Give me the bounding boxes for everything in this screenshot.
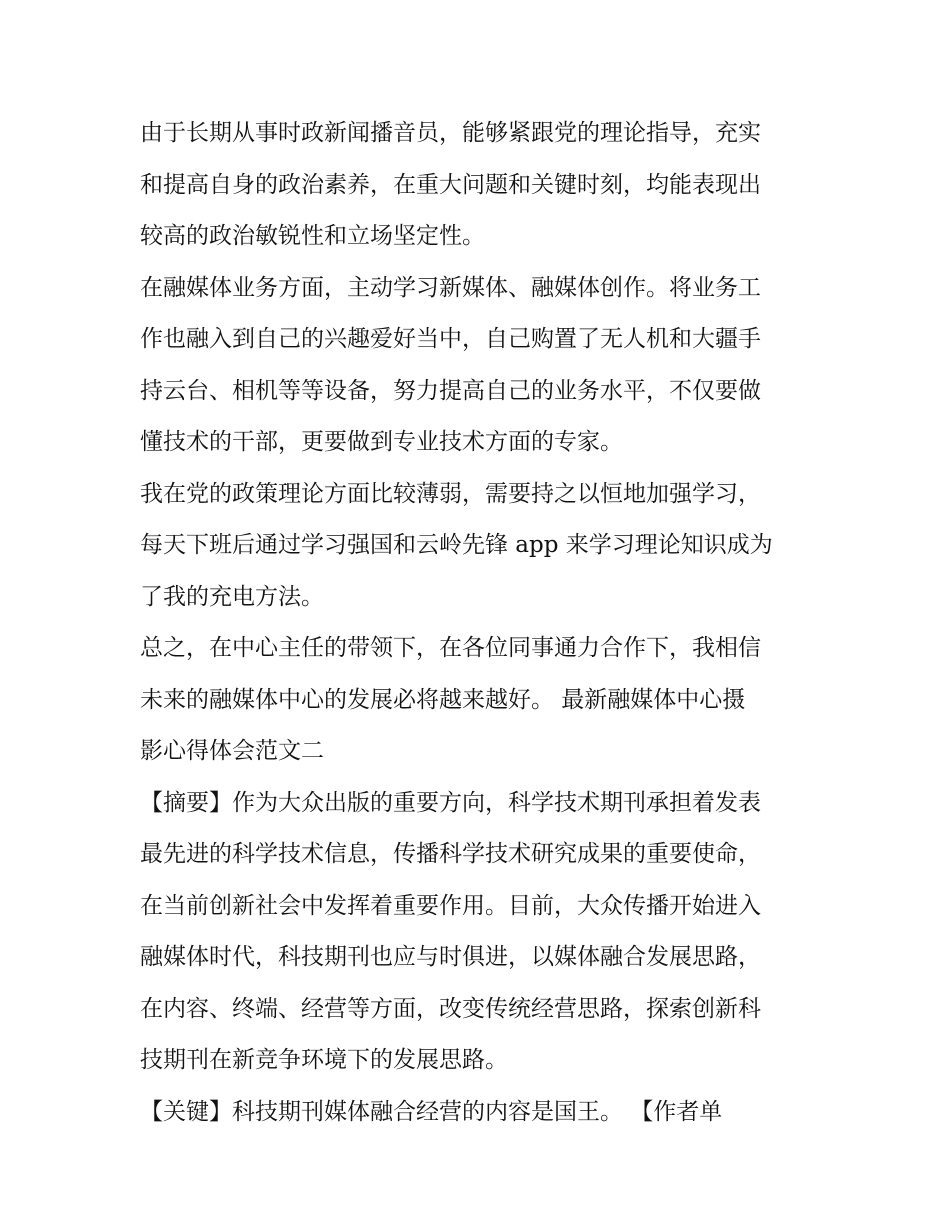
paragraph-4 (140, 623, 820, 778)
text-line: 影心得体会范文二 (140, 738, 324, 764)
text-line: 技期刊在新竞争环境下的发展思路。 (140, 1047, 508, 1073)
text-line: 总之，在中心主任的带领下，在各位同事通力合作下，我相信 (140, 635, 761, 661)
text-line: 最先进的科学技术信息，传播科学技术研究成果的重要使命， (140, 841, 761, 867)
paragraph-1 (140, 108, 820, 263)
text-line: 懂技术的干部，更要做到专业技术方面的专家。 (140, 429, 623, 455)
text-line: 每天下班后通过学习强国和云岭先锋 app 来学习理论知识成为 (140, 532, 773, 558)
text-line: 作也融入到自己的兴趣爱好当中，自己购置了无人机和大疆手 (140, 326, 761, 352)
text-line: 我在党的政策理论方面比较薄弱，需要持之以恒地加强学习， (140, 480, 761, 507)
document-page (140, 108, 820, 1138)
text-line: 由于长期从事时政新闻播音员，能够紧跟党的理论指导，充实 (140, 120, 761, 146)
text-line: 在当前创新社会中发挥着重要作用。目前，大众传播开始进入 (140, 892, 761, 919)
keywords-paragraph (140, 1087, 820, 1139)
text-line: 【关键】科技期刊媒体融合经营的内容是国王。 【作者单 (140, 1098, 723, 1125)
text-line: 和提高自身的政治素养，在重大问题和关键时刻，均能表现出 (140, 171, 761, 198)
text-line: 融媒体时代，科技期刊也应与时俱进，以媒体融合发展思路， (140, 944, 761, 970)
paragraph-3 (140, 469, 820, 624)
text-line: 持云台、相机等等设备，努力提高自己的业务水平，不仅要做 (140, 377, 761, 404)
text-line: 在内容、终端、经营等方面，改变传统经营思路，探索创新科 (140, 995, 761, 1022)
text-line: 未来的融媒体中心的发展必将越来越好。 最新融媒体中心摄 (140, 686, 746, 713)
text-line: 了我的充电方法。 (140, 583, 324, 610)
text-line: 【摘要】作为大众出版的重要方向，科学技术期刊承担着发表 (140, 789, 761, 816)
text-line: 较高的政治敏锐性和立场坚定性。 (140, 223, 485, 249)
text-line: 在融媒体业务方面，主动学习新媒体、融媒体创作。将业务工 (140, 274, 761, 301)
paragraph-2 (140, 263, 820, 469)
abstract-paragraph (140, 778, 820, 1087)
